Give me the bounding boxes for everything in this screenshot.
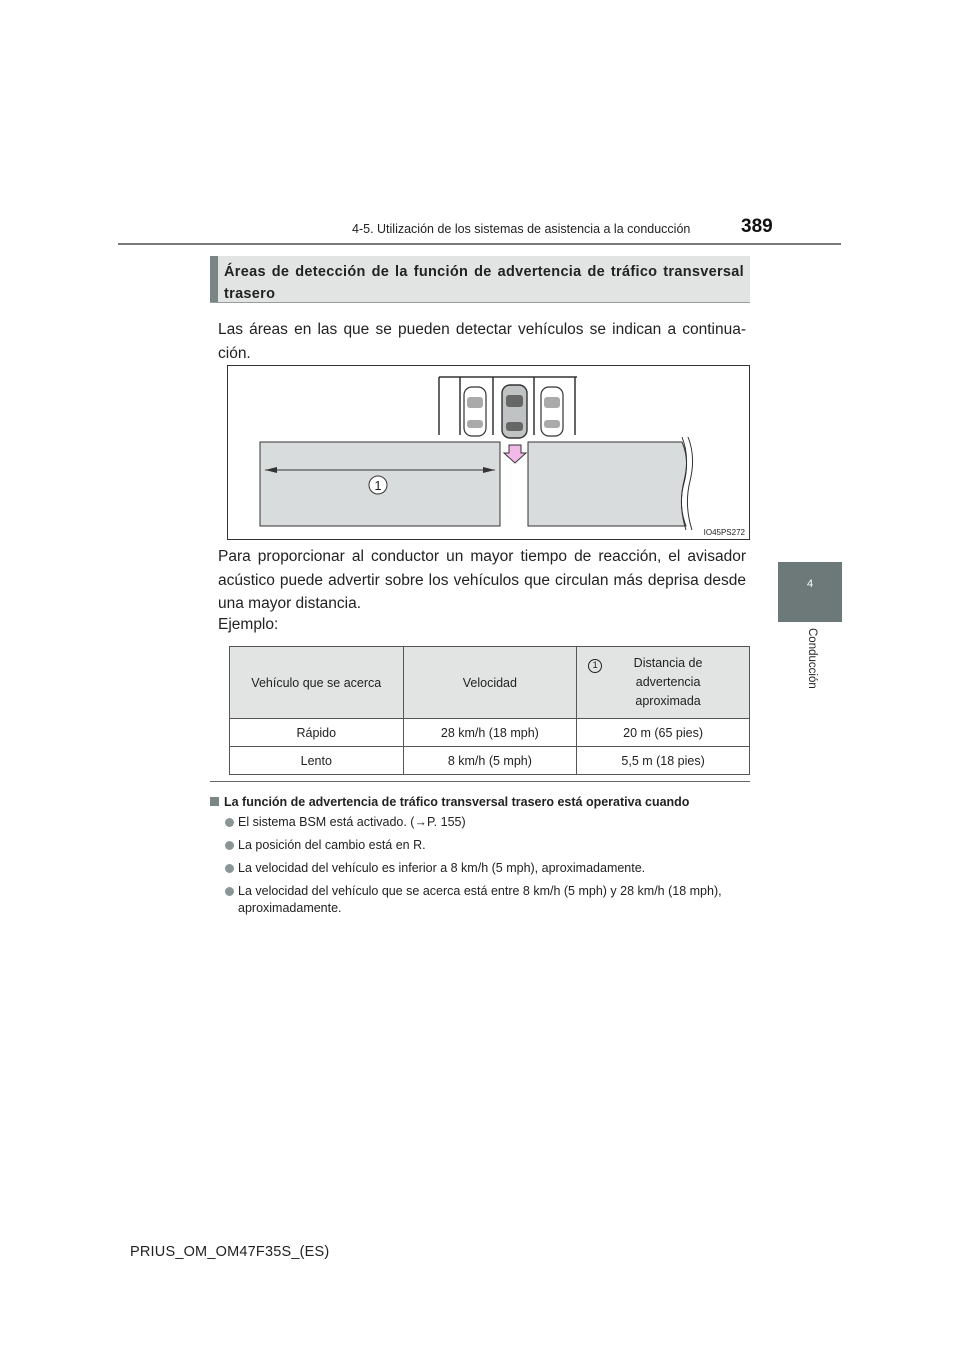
square-bullet-icon (210, 797, 219, 806)
chapter-label: Conducción (806, 628, 818, 689)
detection-area-diagram (227, 365, 750, 540)
example-label: Ejemplo: (218, 616, 279, 633)
bullet-icon (225, 818, 234, 827)
table-cell: 5,5 m (18 pies) (577, 747, 750, 775)
table-header (577, 647, 750, 719)
table-cell: 8 km/h (5 mph) (403, 747, 577, 775)
own-car-icon (502, 385, 527, 438)
explanation-paragraph: Para proporcionar al conductor un mayor tiempo de reacción, el avisador acústico puede advertir sobre los vehículos que circulan más deprisa desde una mayor distancia. (218, 548, 746, 612)
table-cell: Lento (230, 747, 404, 775)
chapter-number: 4 (806, 578, 814, 590)
note-title-text: La función de advertencia de tráfico transversal trasero está operativa cuando (224, 795, 690, 809)
warning-distance-table (229, 646, 750, 775)
parked-car-left-icon (464, 387, 486, 436)
list-item: La posición del cambio está en R. (225, 837, 750, 854)
list-item: El sistema BSM está activado. (→P. 155) (225, 814, 750, 831)
parked-car-right-icon (541, 387, 563, 436)
list-item: La velocidad del vehículo que se acerca está entre 8 km/h (5 mph) y 28 km/h (18 mph), aproximadamente. (225, 883, 750, 917)
section-heading-accent (210, 256, 218, 302)
bullet-icon (225, 841, 234, 850)
bullet-icon (225, 864, 234, 873)
table-row (230, 747, 750, 775)
table-header-row (230, 647, 750, 719)
intro-paragraph: Las áreas en las que se pueden detectar vehículos se indican a continua-ción. (218, 321, 746, 362)
table-cell: 20 m (65 pies) (577, 719, 750, 747)
figure-code: IO45PS272 (703, 528, 745, 537)
page-number: 389 (741, 216, 773, 237)
footer-doc-code: PRIUS_OM_OM47F35S_(ES) (130, 1244, 330, 1260)
bullet-icon (225, 887, 234, 896)
section-heading: Áreas de detección de la función de advertencia de tráfico transversal trasero (224, 264, 744, 302)
table-header: Velocidad (403, 647, 577, 719)
table-header-label: Distancia de advertencia aproximada (633, 656, 703, 708)
table-header: Vehículo que se acerca (230, 647, 404, 719)
note-title (210, 795, 689, 809)
header-section-title: 4-5. Utilización de los sistemas de asistencia a la conducción (352, 222, 691, 236)
chapter-tab (778, 562, 842, 622)
table-cell: Rápido (230, 719, 404, 747)
right-detection-zone (528, 442, 687, 526)
table-row (230, 719, 750, 747)
table-callout: 1 (588, 659, 602, 673)
figure-callout: 1 (374, 478, 382, 493)
header-divider (118, 243, 841, 245)
table-cell: 28 km/h (18 mph) (403, 719, 577, 747)
list-item: La velocidad del vehículo es inferior a 8 km/h (5 mph), aproximadamente. (225, 860, 750, 877)
note-divider (210, 781, 750, 782)
